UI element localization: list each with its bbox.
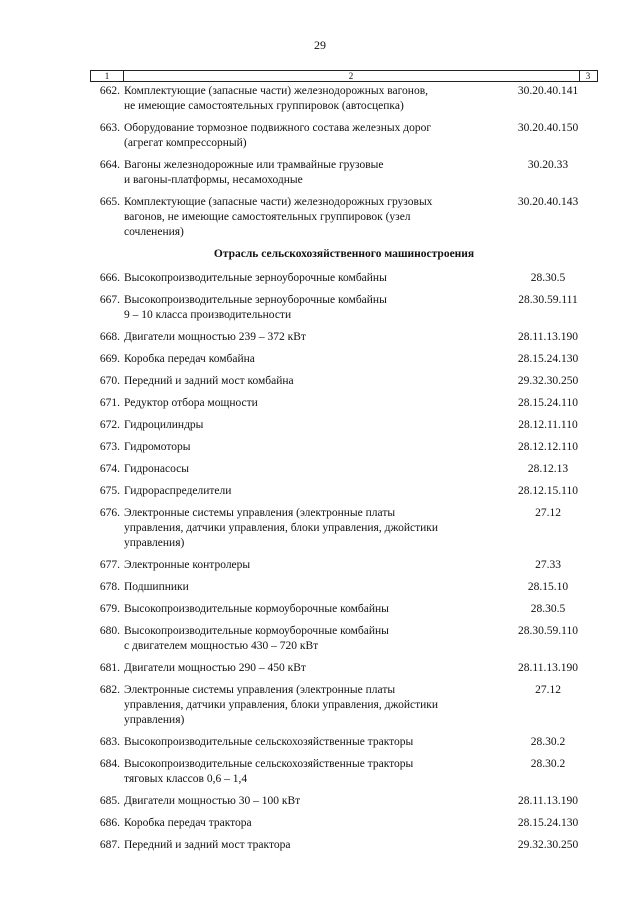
row-description: Высокопроизводительные зерноуборочные комбайны (124, 272, 387, 284)
row-code: 28.30.59.110 (518, 625, 578, 637)
row-number: 667. (99, 294, 120, 306)
row-description: Электронные системы управления (электронные платы управления, датчики управления, блоки управления, джойстики управления) (124, 684, 439, 726)
row-code: 30.20.40.141 (517, 85, 579, 97)
table-row (90, 580, 598, 595)
row-number: 679. (99, 603, 120, 615)
table-row (90, 683, 598, 728)
row-description: Двигатели мощностью 239 – 372 кВт (124, 331, 306, 343)
table-row (90, 602, 598, 617)
row-number: 664. (99, 159, 120, 171)
row-code: 28.15.24.130 (517, 353, 579, 365)
row-code: 28.11.13.190 (518, 662, 578, 674)
row-number: 676. (99, 507, 120, 519)
row-code: 29.32.30.250 (517, 839, 579, 851)
table-row (90, 661, 598, 676)
row-description: Подшипники (124, 581, 189, 593)
table-row (90, 330, 598, 345)
row-number: 663. (99, 122, 120, 134)
row-number: 671. (99, 397, 120, 409)
row-number: 686. (99, 817, 120, 829)
row-number: 666. (99, 272, 120, 284)
table-row (90, 396, 598, 411)
row-number: 681. (99, 662, 120, 674)
row-description: Высокопроизводительные сельскохозяйственные тракторы (124, 736, 414, 748)
table-row (90, 558, 598, 573)
column-header-1: 1 (91, 71, 124, 81)
table-row (90, 484, 598, 499)
table-row (90, 352, 598, 367)
row-description: Гидроцилиндры (124, 419, 204, 431)
row-description: Электронные контролеры (124, 559, 251, 571)
row-description: Гидрораспределители (124, 485, 232, 497)
row-number: 668. (99, 331, 120, 343)
row-description: Коробка передач трактора (124, 817, 252, 829)
row-number: 674. (99, 463, 120, 475)
table-row (90, 158, 598, 188)
row-description: Вагоны железнодорожные или трамвайные грузовые и вагоны-платформы, несамоходные (124, 159, 384, 186)
row-code: 28.30.5 (530, 603, 566, 615)
row-number: 678. (99, 581, 120, 593)
row-description: Передний и задний мост трактора (124, 839, 291, 851)
row-number: 677. (99, 559, 120, 571)
row-description: Двигатели мощностью 290 – 450 кВт (124, 662, 306, 674)
row-code: 27.12 (535, 507, 561, 519)
table-row (90, 794, 598, 809)
table-row (90, 838, 598, 853)
column-header-3: 3 (585, 71, 591, 81)
row-code: 27.33 (535, 559, 561, 571)
rows-after-section (90, 271, 598, 853)
column-header-2: 2 (123, 71, 580, 81)
row-code: 28.30.5 (530, 272, 566, 284)
row-number: 687. (99, 839, 120, 851)
table-row (90, 271, 598, 286)
row-description: Комплектующие (запасные части) железнодорожных вагонов, не имеющие самостоятельных группировок (автосцепка) (124, 85, 429, 112)
row-description: Оборудование тормозное подвижного состава железных дорог (агрегат компрессорный) (124, 122, 432, 149)
table-row (90, 624, 598, 654)
table-row (90, 84, 598, 114)
row-number: 683. (99, 736, 120, 748)
row-code: 28.30.2 (530, 736, 566, 748)
row-description: Высокопроизводительные зерноуборочные комбайны 9 – 10 класса производительности (124, 294, 387, 321)
section-title: Отрасль сельскохозяйственного машиностроения (213, 248, 475, 260)
row-number: 672. (99, 419, 120, 431)
table-row (90, 506, 598, 551)
row-number: 670. (99, 375, 120, 387)
row-number: 669. (99, 353, 120, 365)
row-number: 684. (99, 758, 120, 770)
row-code: 30.20.40.143 (517, 196, 579, 208)
row-description: Электронные системы управления (электронные платы управления, датчики управления, блоки управления, джойстики управления) (124, 507, 439, 549)
row-code: 30.20.40.150 (517, 122, 579, 134)
row-description: Высокопроизводительные кормоуборочные комбайны с двигателем мощностью 430 – 720 кВт (124, 625, 389, 652)
row-number: 675. (99, 485, 120, 497)
row-code: 28.15.10 (527, 581, 569, 593)
table-row (90, 816, 598, 831)
table-row (90, 757, 598, 787)
table-body (90, 84, 598, 860)
row-code: 28.12.15.110 (518, 485, 578, 497)
row-code: 29.32.30.250 (517, 375, 579, 387)
row-description: Гидромоторы (124, 441, 191, 453)
row-number: 682. (99, 684, 120, 696)
row-description: Коробка передач комбайна (124, 353, 255, 365)
row-code: 30.20.33 (527, 159, 569, 171)
table-header (90, 70, 598, 82)
row-code: 28.15.24.130 (517, 817, 579, 829)
row-number: 685. (99, 795, 120, 807)
row-code: 27.12 (535, 684, 561, 696)
table-row (90, 195, 598, 240)
table-row (90, 374, 598, 389)
row-code: 28.30.2 (530, 758, 566, 770)
row-code: 28.30.59.111 (518, 294, 578, 306)
row-code: 28.11.13.190 (518, 331, 578, 343)
row-code: 28.12.11.110 (518, 419, 578, 431)
row-description: Двигатели мощностью 30 – 100 кВт (124, 795, 301, 807)
row-number: 662. (99, 85, 120, 97)
table-row (90, 735, 598, 750)
row-description: Редуктор отбора мощности (124, 397, 258, 409)
page-number: 29 (314, 38, 326, 52)
table-row (90, 293, 598, 323)
row-number: 665. (99, 196, 120, 208)
row-description: Комплектующие (запасные части) железнодорожных грузовых вагонов, не имеющие самостоятельных группировок (узел сочленения) (124, 196, 433, 238)
row-number: 673. (99, 441, 120, 453)
row-description: Высокопроизводительные сельскохозяйственные тракторы тяговых классов 0,6 – 1,4 (124, 758, 414, 785)
row-description: Передний и задний мост комбайна (124, 375, 294, 387)
table-row (90, 121, 598, 151)
row-code: 28.12.13 (527, 463, 569, 475)
table-row (90, 462, 598, 477)
row-description: Высокопроизводительные кормоуборочные комбайны (124, 603, 389, 615)
rows-before-section (90, 84, 598, 240)
row-code: 28.12.12.110 (518, 441, 578, 453)
row-code: 28.15.24.110 (518, 397, 578, 409)
row-number: 680. (99, 625, 120, 637)
table-row (90, 440, 598, 455)
table-row (90, 418, 598, 433)
row-code: 28.11.13.190 (518, 795, 578, 807)
row-description: Гидронасосы (124, 463, 189, 475)
